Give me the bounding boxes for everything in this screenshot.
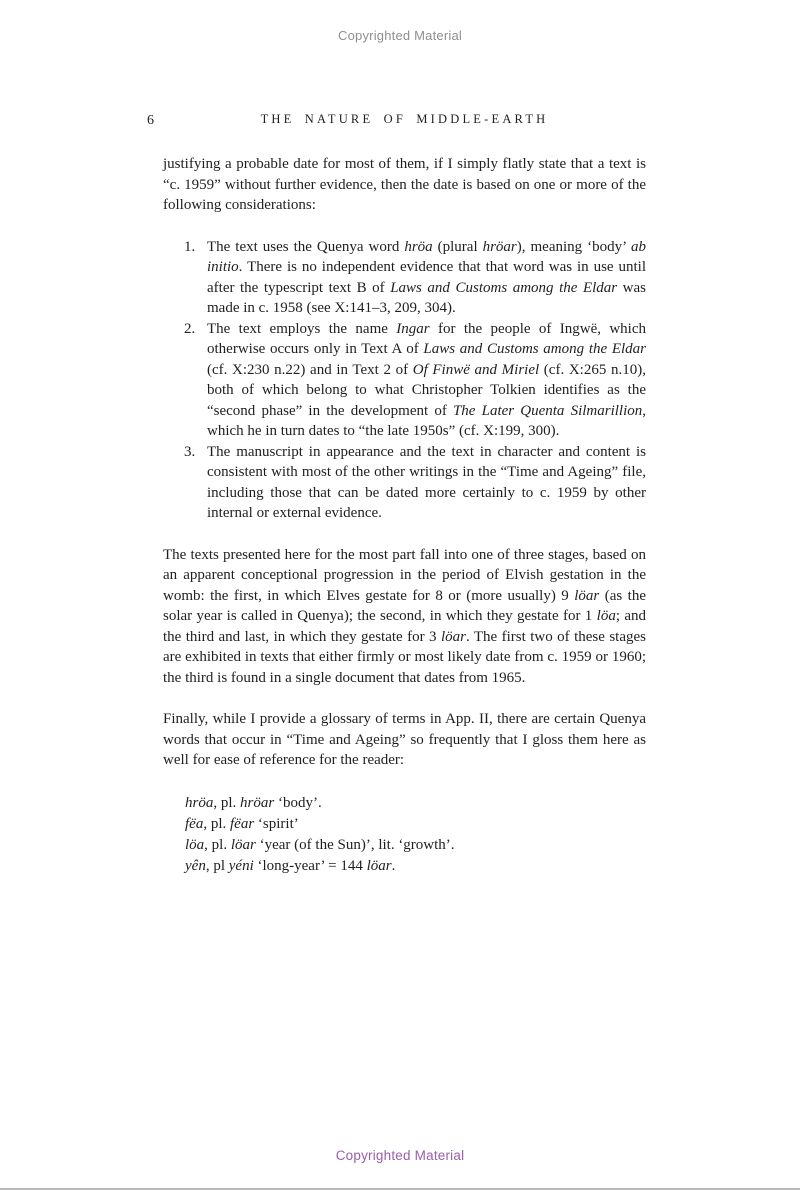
stages-paragraph: The texts presented here for the most part fall into one of three stages, based on an apparent conceptional progression in the period of Elvish gestation in the womb: the first, in which Elves gestate for 8 or (more usually) 9 löar (as the solar year is called in Quenya); the second, in which they gestate for 1 löa; and the third and last, in which they gestate for 3 löar. The first two of these stages are exhibited in texts that either firmly or most likely date from c. 1959 or 1960; the third is found in a single document that dates from 1965. xyxy=(163,546,647,686)
top-copyright-notice: Copyrighted Material xyxy=(338,28,462,43)
glossary-list xyxy=(163,793,646,877)
running-header xyxy=(147,112,646,128)
list-item-number: 2. xyxy=(184,320,196,337)
list-item-text: The text employs the name Ingar for the people of Ingwë, which otherwise occurs only in Text A of Laws and Customs among the Eldar (cf. X:230 n.22) and in Text 2 of Of Finwë and Miriel (cf. X:265 n.10), both of which belong to what Christopher Tolkien identifies as the “second phase” in the development of The Later Quenta Silmarillion, which he in turn dates to “the late 1950s” (cf. X:199, 300). xyxy=(207,320,647,439)
glossary-item: yên, pl yéni ‘long-year’ = 144 löar. xyxy=(185,857,396,874)
bottom-copyright-notice: Copyrighted Material xyxy=(335,1148,465,1163)
glossary-item: löa, pl. löar ‘year (of the Sun)’, lit. ‘growth’. xyxy=(185,836,455,853)
list-item-text: The text uses the Quenya word hröa (plural hröar), meaning ‘body’ ab initio. There is no independent evidence that that word was in use until after the typescript text B of Laws and Customs among the Eldar was made in c. 1958 (see X:141–3, 209, 304). xyxy=(207,238,646,316)
list-item-2 xyxy=(163,319,646,442)
glossary-item: fëa, pl. fëar ‘spirit’ xyxy=(185,815,299,832)
list-item-text: The manuscript in appearance and the text in character and content is consistent with most of the other writings in the “Time and Ageing” file, including those that can be dated more certainly to c. 1959 by other internal or external evidence. xyxy=(207,443,646,521)
numbered-list xyxy=(163,237,646,524)
intro-paragraph: justifying a probable date for most of them, if I simply flatly state that a text is “c. 1959” without further evidence, then the date is based on one or more of the following considerations: xyxy=(163,156,646,213)
glossary-item: hröa, pl. hröar ‘body’. xyxy=(185,794,322,811)
running-title: THE NATURE OF MIDDLE-EARTH xyxy=(260,112,549,126)
list-item-number: 3. xyxy=(184,443,196,460)
page-content xyxy=(147,112,647,877)
glossary-intro-paragraph: Finally, while I provide a glossary of terms in App. II, there are certain Quenya words that occur in “Time and Ageing” so frequently that I gloss them here as well for ease of reference for the reader: xyxy=(163,711,646,768)
list-item-number: 1. xyxy=(184,238,196,255)
page-number: 6 xyxy=(147,113,154,128)
list-item-3 xyxy=(163,442,646,524)
list-item-1 xyxy=(163,237,646,319)
